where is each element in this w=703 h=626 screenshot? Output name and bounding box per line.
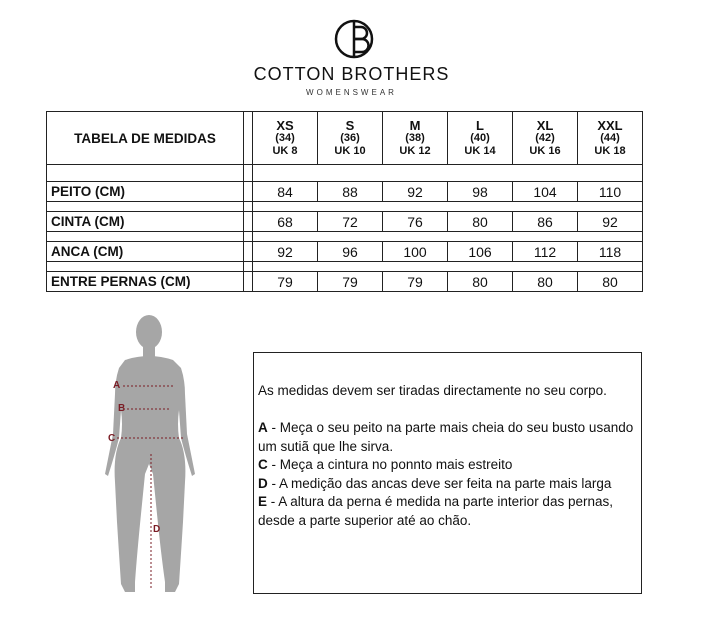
table-cell: 76 [383,212,448,232]
table-cell: 92 [253,242,318,262]
table-cell: 110 [578,182,643,202]
table-cell: 118 [578,242,643,262]
body-silhouette [95,314,205,599]
table-row [47,242,643,262]
table-row [47,272,643,292]
table-cell: 79 [253,272,318,292]
table-cell: 72 [318,212,383,232]
brand-tagline: WOMENSWEAR [306,88,397,97]
size-header: XXL (44) UK 18 [578,112,643,165]
table-cell: 84 [253,182,318,202]
table-cell: 80 [578,272,643,292]
table-cell: 104 [513,182,578,202]
row-label: ENTRE PERNAS (CM) [47,272,244,292]
size-table [46,111,643,292]
table-title: TABELA DE MEDIDAS [47,112,244,165]
table-cell: 79 [383,272,448,292]
measurement-instructions [253,352,642,594]
size-header: XS (34) UK 8 [253,112,318,165]
table-cell: 92 [578,212,643,232]
table-cell: 79 [318,272,383,292]
table-header-row [47,112,643,165]
table-row [47,212,643,232]
size-header: XL (42) UK 16 [513,112,578,165]
table-cell: 80 [513,272,578,292]
logo-monogram-icon [333,18,375,60]
instruction-item: C - Meça a cintura no ponnto mais estreito [258,457,513,472]
table-row [47,182,643,202]
table-cell: 106 [448,242,513,262]
table-cell: 68 [253,212,318,232]
table-cell: 88 [318,182,383,202]
instruction-item: A - Meça o seu peito na parte mais cheia do seu busto usando um sutiã que lhe sirva. [258,420,634,454]
size-header: M (38) UK 12 [383,112,448,165]
table-cell: 98 [448,182,513,202]
instruction-item: E - A altura da perna é medida na parte interior das pernas, desde a parte superior até ao chão. [258,494,613,528]
marker-b-label: B [118,403,126,414]
table-cell: 112 [513,242,578,262]
instructions-intro: As medidas devem ser tiradas directamente no seu corpo. [258,383,607,398]
marker-a-label: A [113,380,121,391]
table-cell: 80 [448,272,513,292]
marker-d-label: D [153,524,161,535]
table-cell: 92 [383,182,448,202]
brand-name: COTTON BROTHERS [253,64,450,84]
table-cell: 96 [318,242,383,262]
row-label: PEITO (CM) [47,182,244,202]
table-cell: 80 [448,212,513,232]
table-cell: 100 [383,242,448,262]
instruction-item: D - A medição das ancas deve ser feita na parte mais larga [258,475,612,491]
size-header: L (40) UK 14 [448,112,513,165]
row-label: ANCA (CM) [47,242,244,262]
marker-c-label: C [108,433,116,444]
body-shape [105,315,195,592]
row-label: CINTA (CM) [47,212,244,232]
table-cell: 86 [513,212,578,232]
size-header: S (36) UK 10 [318,112,383,165]
